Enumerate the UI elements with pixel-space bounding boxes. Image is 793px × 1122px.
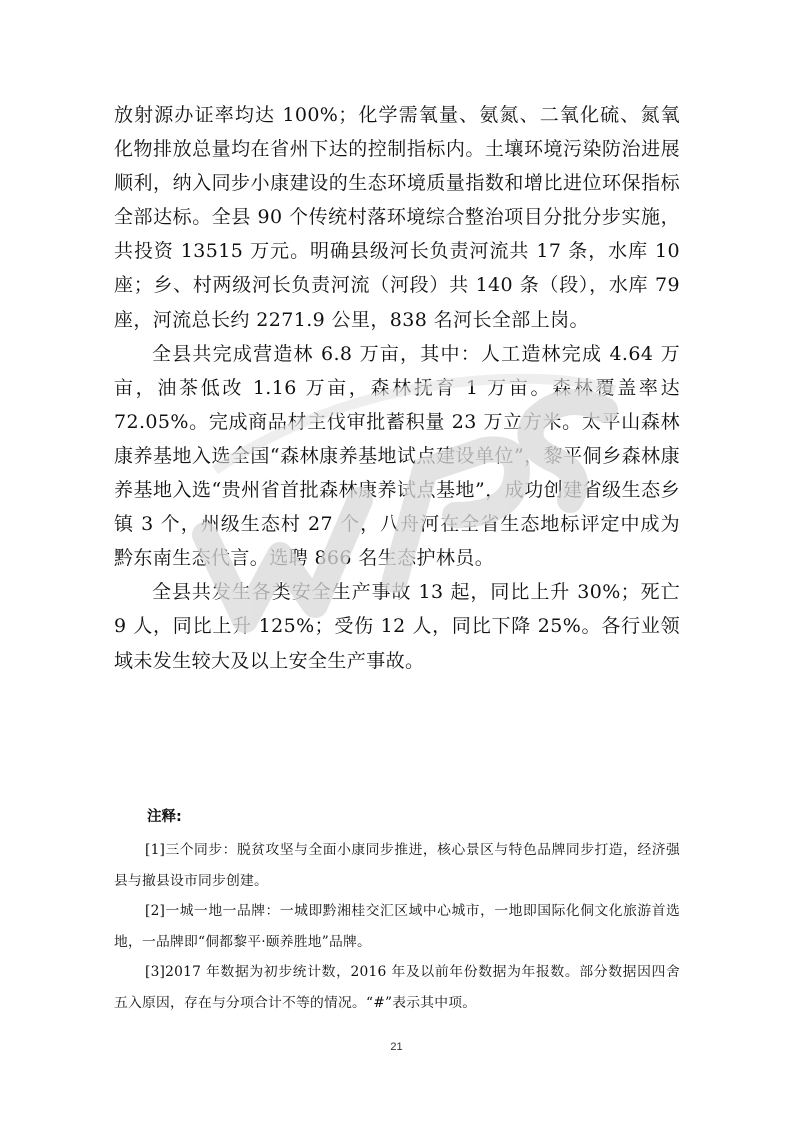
paragraph-environment: 放射源办证率均达 100%；化学需氧量、氨氮、二氧化硫、氮氧化物排放总量均在省州下达的控制指标内。土壤环境污染防治进展顺利，纳入同步小康建设的生态环境质量指数和增比进位环保指标全部达标。全县 90 个传统村落环境综合整治项目分批分步实施，共投资 13515 万元。明确县级河长负责河流共 17 条，水库 10 座；乡、村两级河长负责河流（河段）共 140 条（段），水库 79 座，河流总长约 2271.9 公里，838 名河长全部上岗。	[114, 104, 680, 331]
paragraph-safety: 全县共发生各类安全生产事故 13 起，同比上升 30%；死亡 9 人，同比上升 125%；受伤 12 人，同比下降 25%。各行业领域未发生较大及以上安全生产事故。	[114, 581, 680, 672]
paragraph-forestry: 全县共完成营造林 6.8 万亩，其中：人工造林完成 4.64 万亩，油茶低改 1.16 万亩，森林抚育 1 万亩。森林覆盖率达 72.05%。完成商品材主伐审批蓄积量 23 万立方米。太平山森林康养基地入选全国“森林康养基地试点建设单位”，黎平侗乡森林康养基地入选“贵州省首批森林康养试点基地”，成功创建省级生态乡镇 3 个，州级生态村 27 个，八舟河在全省生态地标评定中成为黔东南生态代言。选聘 866 名生态护林员。	[114, 342, 680, 570]
body-text	[114, 98, 680, 678]
note-item: [2]一城一地一品牌：一城即黔湘桂交汇区域中心城市，一地即国际化侗文化旅游首选地，一品牌即“侗都黎平·颐养胜地”品牌。	[114, 903, 680, 950]
note-item: [1]三个同步：脱贫攻坚与全面小康同步推进，核心景区与特色品牌同步打造，经济强县与撤县设市同步创建。	[114, 842, 680, 889]
note-item: [3]2017 年数据为初步统计数，2016 年及以前年份数据为年报数。部分数据因四舍五入原因，存在与分项合计不等的情况。“#”表示其中项。	[114, 964, 680, 1011]
notes-section	[114, 807, 680, 1018]
page-number: 21	[390, 1041, 403, 1053]
notes-title: 注释:	[147, 809, 182, 825]
